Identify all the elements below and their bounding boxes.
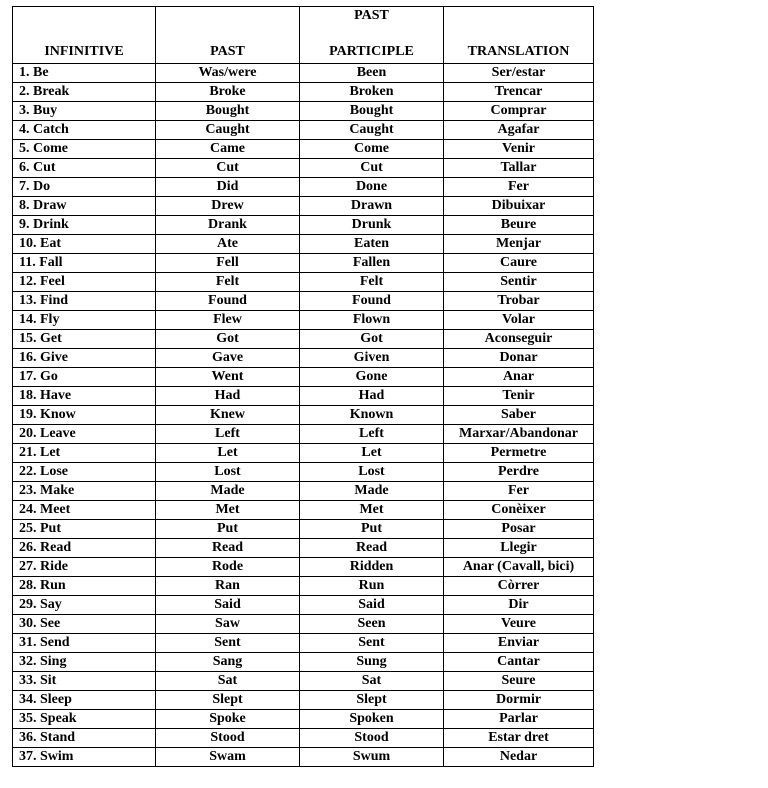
- infinitive-cell: 20. Leave: [13, 425, 156, 444]
- table-row: [13, 330, 594, 349]
- infinitive-cell: 12. Feel: [13, 273, 156, 292]
- past-participle-cell: Lost: [300, 463, 444, 482]
- past-cell: Sent: [156, 634, 300, 653]
- past-participle-cell: Had: [300, 387, 444, 406]
- past-cell: Sang: [156, 653, 300, 672]
- table-row: [13, 577, 594, 596]
- past-participle-cell: Swum: [300, 748, 444, 767]
- past-participle-cell: Seen: [300, 615, 444, 634]
- table-row: [13, 482, 594, 501]
- past-participle-cell: Got: [300, 330, 444, 349]
- infinitive-cell: 23. Make: [13, 482, 156, 501]
- past-participle-cell: Broken: [300, 83, 444, 102]
- past-participle-cell: Flown: [300, 311, 444, 330]
- translation-cell: Comprar: [444, 102, 594, 121]
- translation-cell: Saber: [444, 406, 594, 425]
- past-cell: Gave: [156, 349, 300, 368]
- infinitive-cell: 3. Buy: [13, 102, 156, 121]
- infinitive-cell: 9. Drink: [13, 216, 156, 235]
- table-body: [13, 64, 594, 767]
- infinitive-cell: 5. Come: [13, 140, 156, 159]
- past-cell: Was/were: [156, 64, 300, 83]
- infinitive-cell: 10. Eat: [13, 235, 156, 254]
- translation-cell: Sentir: [444, 273, 594, 292]
- table-row: [13, 64, 594, 83]
- table-row: [13, 140, 594, 159]
- past-participle-cell: Made: [300, 482, 444, 501]
- past-cell: Ate: [156, 235, 300, 254]
- table-row: [13, 121, 594, 140]
- header-past-participle-line1: PAST: [354, 8, 389, 23]
- table-row: [13, 159, 594, 178]
- past-participle-cell: Gone: [300, 368, 444, 387]
- table-row: [13, 729, 594, 748]
- translation-cell: Trobar: [444, 292, 594, 311]
- translation-cell: Venir: [444, 140, 594, 159]
- infinitive-cell: 34. Sleep: [13, 691, 156, 710]
- table-row: [13, 653, 594, 672]
- past-participle-cell: Eaten: [300, 235, 444, 254]
- translation-cell: Posar: [444, 520, 594, 539]
- infinitive-cell: 30. See: [13, 615, 156, 634]
- table-row: [13, 197, 594, 216]
- infinitive-cell: 29. Say: [13, 596, 156, 615]
- past-participle-cell: Let: [300, 444, 444, 463]
- table-row: [13, 634, 594, 653]
- table-row: [13, 235, 594, 254]
- header-translation: [444, 7, 594, 64]
- past-participle-cell: Ridden: [300, 558, 444, 577]
- infinitive-cell: 24. Meet: [13, 501, 156, 520]
- past-cell: Spoke: [156, 710, 300, 729]
- translation-cell: Dir: [444, 596, 594, 615]
- infinitive-cell: 31. Send: [13, 634, 156, 653]
- table-row: [13, 596, 594, 615]
- header-infinitive-label: INFINITIVE: [44, 44, 124, 59]
- past-participle-cell: Drawn: [300, 197, 444, 216]
- past-cell: Drank: [156, 216, 300, 235]
- translation-cell: Ser/estar: [444, 64, 594, 83]
- irregular-verbs-table: [12, 6, 594, 767]
- past-cell: Knew: [156, 406, 300, 425]
- past-cell: Had: [156, 387, 300, 406]
- past-cell: Drew: [156, 197, 300, 216]
- infinitive-cell: 8. Draw: [13, 197, 156, 216]
- infinitive-cell: 37. Swim: [13, 748, 156, 767]
- translation-cell: Aconseguir: [444, 330, 594, 349]
- header-past-participle-line2: PARTICIPLE: [329, 44, 414, 59]
- infinitive-cell: 35. Speak: [13, 710, 156, 729]
- infinitive-cell: 26. Read: [13, 539, 156, 558]
- past-participle-cell: Slept: [300, 691, 444, 710]
- past-cell: Sat: [156, 672, 300, 691]
- table-row: [13, 463, 594, 482]
- translation-cell: Fer: [444, 482, 594, 501]
- past-participle-cell: Sent: [300, 634, 444, 653]
- translation-cell: Veure: [444, 615, 594, 634]
- infinitive-cell: 7. Do: [13, 178, 156, 197]
- translation-cell: Tallar: [444, 159, 594, 178]
- translation-cell: Permetre: [444, 444, 594, 463]
- table-row: [13, 178, 594, 197]
- past-participle-cell: Said: [300, 596, 444, 615]
- past-participle-cell: Drunk: [300, 216, 444, 235]
- past-cell: Bought: [156, 102, 300, 121]
- past-cell: Did: [156, 178, 300, 197]
- past-cell: Got: [156, 330, 300, 349]
- table-row: [13, 254, 594, 273]
- translation-cell: Llegir: [444, 539, 594, 558]
- table-row: [13, 444, 594, 463]
- translation-cell: Tenir: [444, 387, 594, 406]
- past-cell: Came: [156, 140, 300, 159]
- table-row: [13, 425, 594, 444]
- past-participle-cell: Caught: [300, 121, 444, 140]
- past-cell: Went: [156, 368, 300, 387]
- infinitive-cell: 1. Be: [13, 64, 156, 83]
- table-row: [13, 691, 594, 710]
- table-row: [13, 216, 594, 235]
- table-row: [13, 501, 594, 520]
- past-cell: Stood: [156, 729, 300, 748]
- past-participle-cell: Spoken: [300, 710, 444, 729]
- table-header: [13, 7, 594, 64]
- translation-cell: Volar: [444, 311, 594, 330]
- past-cell: Caught: [156, 121, 300, 140]
- translation-cell: Còrrer: [444, 577, 594, 596]
- translation-cell: Beure: [444, 216, 594, 235]
- table-row: [13, 349, 594, 368]
- infinitive-cell: 36. Stand: [13, 729, 156, 748]
- past-cell: Lost: [156, 463, 300, 482]
- infinitive-cell: 21. Let: [13, 444, 156, 463]
- past-participle-cell: Felt: [300, 273, 444, 292]
- infinitive-cell: 19. Know: [13, 406, 156, 425]
- infinitive-cell: 28. Run: [13, 577, 156, 596]
- translation-cell: Trencar: [444, 83, 594, 102]
- past-participle-cell: Run: [300, 577, 444, 596]
- infinitive-cell: 18. Have: [13, 387, 156, 406]
- past-participle-cell: Given: [300, 349, 444, 368]
- infinitive-cell: 13. Find: [13, 292, 156, 311]
- past-participle-cell: Known: [300, 406, 444, 425]
- past-participle-cell: Cut: [300, 159, 444, 178]
- past-cell: Saw: [156, 615, 300, 634]
- table-row: [13, 83, 594, 102]
- infinitive-cell: 2. Break: [13, 83, 156, 102]
- translation-cell: Seure: [444, 672, 594, 691]
- translation-cell: Cantar: [444, 653, 594, 672]
- translation-cell: Dibuixar: [444, 197, 594, 216]
- table-row: [13, 102, 594, 121]
- past-participle-cell: Sung: [300, 653, 444, 672]
- past-participle-cell: Come: [300, 140, 444, 159]
- translation-cell: Caure: [444, 254, 594, 273]
- past-cell: Left: [156, 425, 300, 444]
- table-row: [13, 520, 594, 539]
- past-participle-cell: Been: [300, 64, 444, 83]
- infinitive-cell: 33. Sit: [13, 672, 156, 691]
- table-row: [13, 387, 594, 406]
- past-cell: Found: [156, 292, 300, 311]
- infinitive-cell: 22. Lose: [13, 463, 156, 482]
- past-cell: Made: [156, 482, 300, 501]
- past-cell: Swam: [156, 748, 300, 767]
- past-cell: Rode: [156, 558, 300, 577]
- translation-cell: Enviar: [444, 634, 594, 653]
- table-row: [13, 615, 594, 634]
- header-translation-label: TRANSLATION: [467, 44, 570, 59]
- past-participle-cell: Left: [300, 425, 444, 444]
- header-row: [13, 7, 594, 64]
- table-row: [13, 558, 594, 577]
- past-cell: Fell: [156, 254, 300, 273]
- infinitive-cell: 4. Catch: [13, 121, 156, 140]
- table-row: [13, 311, 594, 330]
- infinitive-cell: 15. Get: [13, 330, 156, 349]
- past-participle-cell: Stood: [300, 729, 444, 748]
- infinitive-cell: 17. Go: [13, 368, 156, 387]
- past-cell: Slept: [156, 691, 300, 710]
- past-participle-cell: Bought: [300, 102, 444, 121]
- table-row: [13, 539, 594, 558]
- past-participle-cell: Met: [300, 501, 444, 520]
- translation-cell: Nedar: [444, 748, 594, 767]
- past-cell: Put: [156, 520, 300, 539]
- translation-cell: Dormir: [444, 691, 594, 710]
- table-row: [13, 292, 594, 311]
- infinitive-cell: 14. Fly: [13, 311, 156, 330]
- translation-cell: Marxar/Abandonar: [444, 425, 594, 444]
- past-cell: Met: [156, 501, 300, 520]
- header-past-label: PAST: [210, 44, 245, 59]
- infinitive-cell: 11. Fall: [13, 254, 156, 273]
- past-cell: Ran: [156, 577, 300, 596]
- past-participle-cell: Sat: [300, 672, 444, 691]
- past-participle-cell: Found: [300, 292, 444, 311]
- header-infinitive: [13, 7, 156, 64]
- infinitive-cell: 27. Ride: [13, 558, 156, 577]
- translation-cell: Menjar: [444, 235, 594, 254]
- infinitive-cell: 6. Cut: [13, 159, 156, 178]
- past-cell: Broke: [156, 83, 300, 102]
- past-cell: Read: [156, 539, 300, 558]
- past-cell: Felt: [156, 273, 300, 292]
- header-past: [156, 7, 300, 64]
- table-row: [13, 710, 594, 729]
- table-row: [13, 406, 594, 425]
- infinitive-cell: 25. Put: [13, 520, 156, 539]
- translation-cell: Anar: [444, 368, 594, 387]
- translation-cell: Anar (Cavall, bici): [444, 558, 594, 577]
- past-participle-cell: Done: [300, 178, 444, 197]
- table-row: [13, 672, 594, 691]
- translation-cell: Perdre: [444, 463, 594, 482]
- translation-cell: Parlar: [444, 710, 594, 729]
- translation-cell: Agafar: [444, 121, 594, 140]
- infinitive-cell: 16. Give: [13, 349, 156, 368]
- translation-cell: Conèixer: [444, 501, 594, 520]
- table-row: [13, 748, 594, 767]
- past-cell: Let: [156, 444, 300, 463]
- past-participle-cell: Read: [300, 539, 444, 558]
- translation-cell: Fer: [444, 178, 594, 197]
- translation-cell: Estar dret: [444, 729, 594, 748]
- past-cell: Flew: [156, 311, 300, 330]
- header-past-participle: [300, 7, 444, 64]
- past-cell: Said: [156, 596, 300, 615]
- past-cell: Cut: [156, 159, 300, 178]
- translation-cell: Donar: [444, 349, 594, 368]
- past-participle-cell: Put: [300, 520, 444, 539]
- infinitive-cell: 32. Sing: [13, 653, 156, 672]
- table-row: [13, 368, 594, 387]
- past-participle-cell: Fallen: [300, 254, 444, 273]
- table-row: [13, 273, 594, 292]
